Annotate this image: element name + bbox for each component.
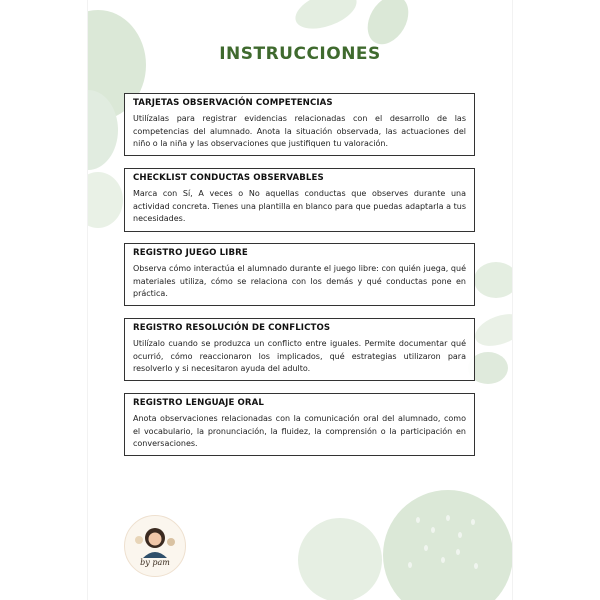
page-title: INSTRUCCIONES	[219, 44, 381, 64]
leaf-right-1	[474, 262, 512, 298]
card-heading: REGISTRO RESOLUCIÓN DE CONFLICTOS	[133, 323, 331, 333]
card-tarjetas-observacion	[124, 93, 475, 156]
card-registro-juego-libre	[124, 243, 475, 306]
leaf-blob-bottom-mid	[298, 518, 382, 600]
card-registro-conflictos	[124, 318, 475, 381]
card-text: Marca con Sí, A veces o No aquellas conductas que observes durante una actividad concreta. Tienes una plantilla en blanco para que puedas adaptarla a tus necesidades.	[133, 189, 466, 223]
leaf-blob-bottom-right	[383, 490, 512, 600]
logo-text: by pam	[140, 558, 170, 567]
card-registro-lenguaje-oral	[124, 393, 475, 456]
card-text: Observa cómo interactúa el alumnado durante el juego libre: con quién juega, qué materiales utiliza, cómo se relaciona con los demás y qué conductas pone en práctica.	[133, 264, 466, 298]
leaf-right-2	[471, 308, 512, 352]
card-text: Utilízalas para registrar evidencias relacionadas con el desarrollo de las competencias del alumnado. Anota la situación observada, las actuaciones del niño o la niña y las observaciones que justifiquen tu valoración.	[133, 114, 466, 148]
author-logo	[124, 515, 186, 577]
card-heading: REGISTRO JUEGO LIBRE	[133, 248, 248, 258]
card-checklist-conductas	[124, 168, 475, 232]
leaf-blob-left-2	[88, 172, 123, 228]
card-text: Utilízalo cuando se produzca un conflicto entre iguales. Permite documentar qué ocurrió, cómo reaccionaron los implicados, qué estrategias utilizaron para resolverlo y si necesitaron ayuda del adulto.	[133, 339, 466, 373]
card-heading: TARJETAS OBSERVACIÓN COMPETENCIAS	[133, 98, 333, 108]
card-heading: REGISTRO LENGUAJE ORAL	[133, 398, 264, 408]
author-avatar-icon	[125, 516, 185, 576]
document-page	[88, 0, 512, 600]
leaf-top-right-2	[290, 0, 361, 36]
card-heading: CHECKLIST CONDUCTAS OBSERVABLES	[133, 173, 324, 183]
card-text: Anota observaciones relacionadas con la comunicación oral del alumnado, como el vocabulario, la pronunciación, la fluidez, la comprensión o la participación en conversaciones.	[133, 414, 466, 448]
